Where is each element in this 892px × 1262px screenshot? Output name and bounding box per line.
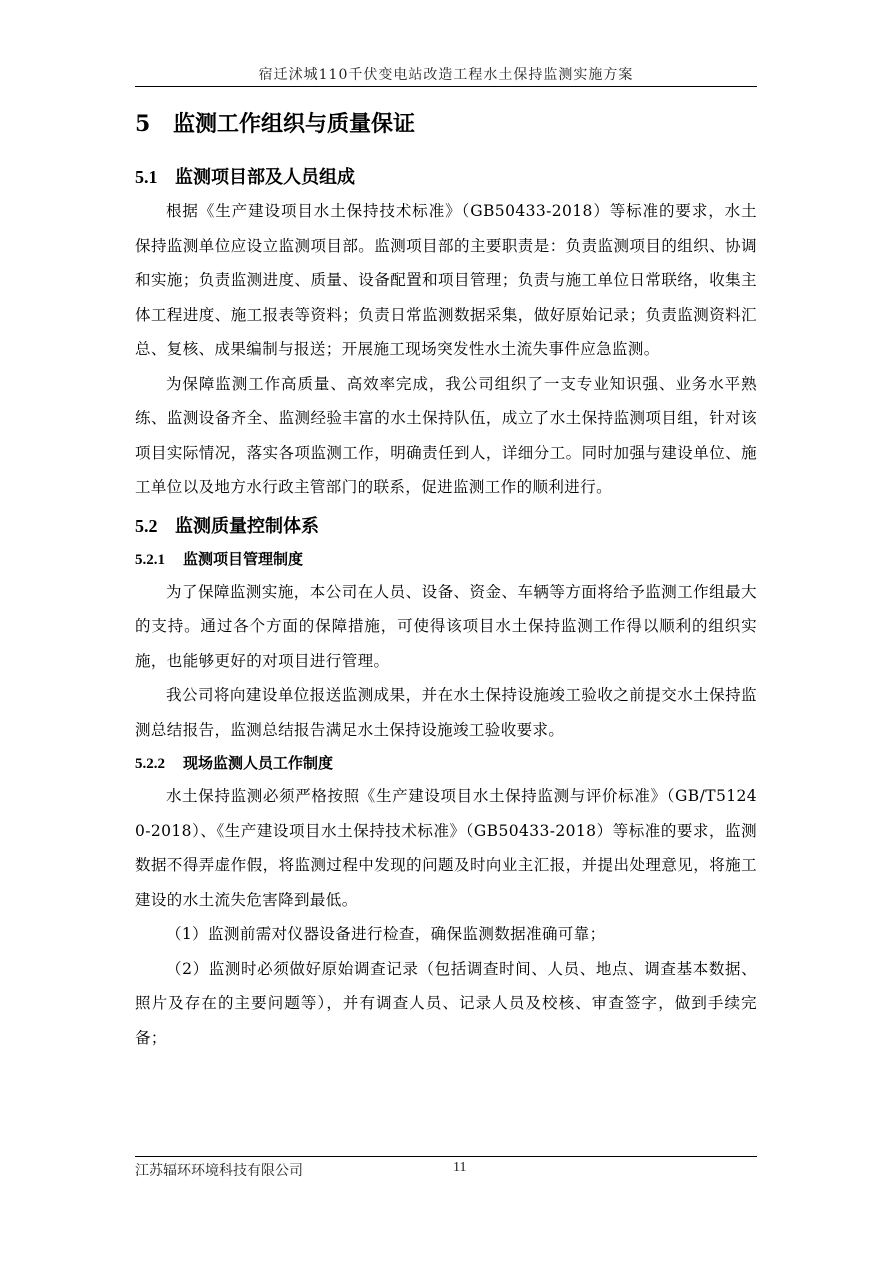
list-item: （2）监测时必须做好原始调查记录（包括调查时间、人员、地点、调查基本数据、照片及存在的主要问题等），并有调查人员、记录人员及校核、审查签字，做到手续完备； [135,959,757,1047]
page-number: 11 [453,1160,467,1175]
header-title: 宿迁沭城110千伏变电站改造工程水土保持监测实施方案 [258,67,634,83]
paragraph: 我公司将向建设单位报送监测成果，并在水土保持设施竣工验收之前提交水土保持监测总结报告，监测总结报告满足水土保持设施竣工验收要求。 [135,686,757,739]
paragraph: 为了保障监测实施，本公司在人员、设备、资金、车辆等方面将给予监测工作组最大的支持。通过各个方面的保障措施，可使得该项目水土保持监测工作得以顺利的组织实施，也能够更好的对项目进行管理。 [135,582,757,670]
subsection-heading-5-2-1 [135,543,757,575]
chapter-title: 监测工作组织与质量保证 [173,111,416,137]
page-footer [135,1156,757,1181]
paragraph: 根据《生产建设项目水土保持技术标准》（GB50433-2018）等标准的要求，水土保持监测单位应设立监测项目部。监测项目部的主要职责是：负责监测项目的组织、协调和实施；负责监测进度、质量、设备配置和项目管理；负责与施工单位日常联络，收集主体工程进度、施工报表等资料；负责日常监测数据采集，做好原始记录；负责监测资料汇总、复核、成果编制与报送；开展施工现场突发性水土流失事件应急监测。 [135,202,757,358]
subsection-number: 5.2.1 [135,551,165,568]
section-heading-5-2 [135,509,757,543]
subsection-title: 现场监测人员工作制度 [183,754,334,772]
document-body [135,104,757,1055]
section-number: 5.1 [135,167,158,187]
paragraph: 水土保持监测必须严格按照《生产建设项目水土保持监测与评价标准》（GB/T51240-2018）、《生产建设项目水土保持技术标准》（GB50433-2018）等标准的要求，监测数据不得弄虚作假，将监测过程中发现的问题及时向业主汇报，并提出处理意见，将施工建设的水土流失危害降到最低。 [135,787,757,909]
subsection-number: 5.2.2 [135,756,165,772]
section-title: 监测质量控制体系 [175,515,319,537]
section-title: 监测项目部及人员组成 [175,167,355,188]
chapter-heading [135,104,757,144]
section-heading-5-1 [135,160,757,194]
list-item: （1）监测前需对仪器设备进行检查，确保监测数据准确可靠； [166,925,606,943]
section-number: 5.2 [135,515,158,536]
footer-company: 江苏辐环环境科技有限公司 [135,1163,303,1179]
chapter-number: 5 [135,111,151,137]
subsection-title: 监测项目管理制度 [183,549,304,568]
page-header [135,64,757,87]
paragraph: 为保障监测工作高质量、高效率完成，我公司组织了一支专业知识强、业务水平熟练、监测设备齐全、监测经验丰富的水土保持队伍，成立了水土保持监测项目组，针对该项目实际情况，落实各项监测工作，明确责任到人，详细分工。同时加强与建设单位、施工单位以及地方水行政主管部门的联系，促进监测工作的顺利进行。 [135,374,757,496]
subsection-heading-5-2-2 [135,747,757,779]
